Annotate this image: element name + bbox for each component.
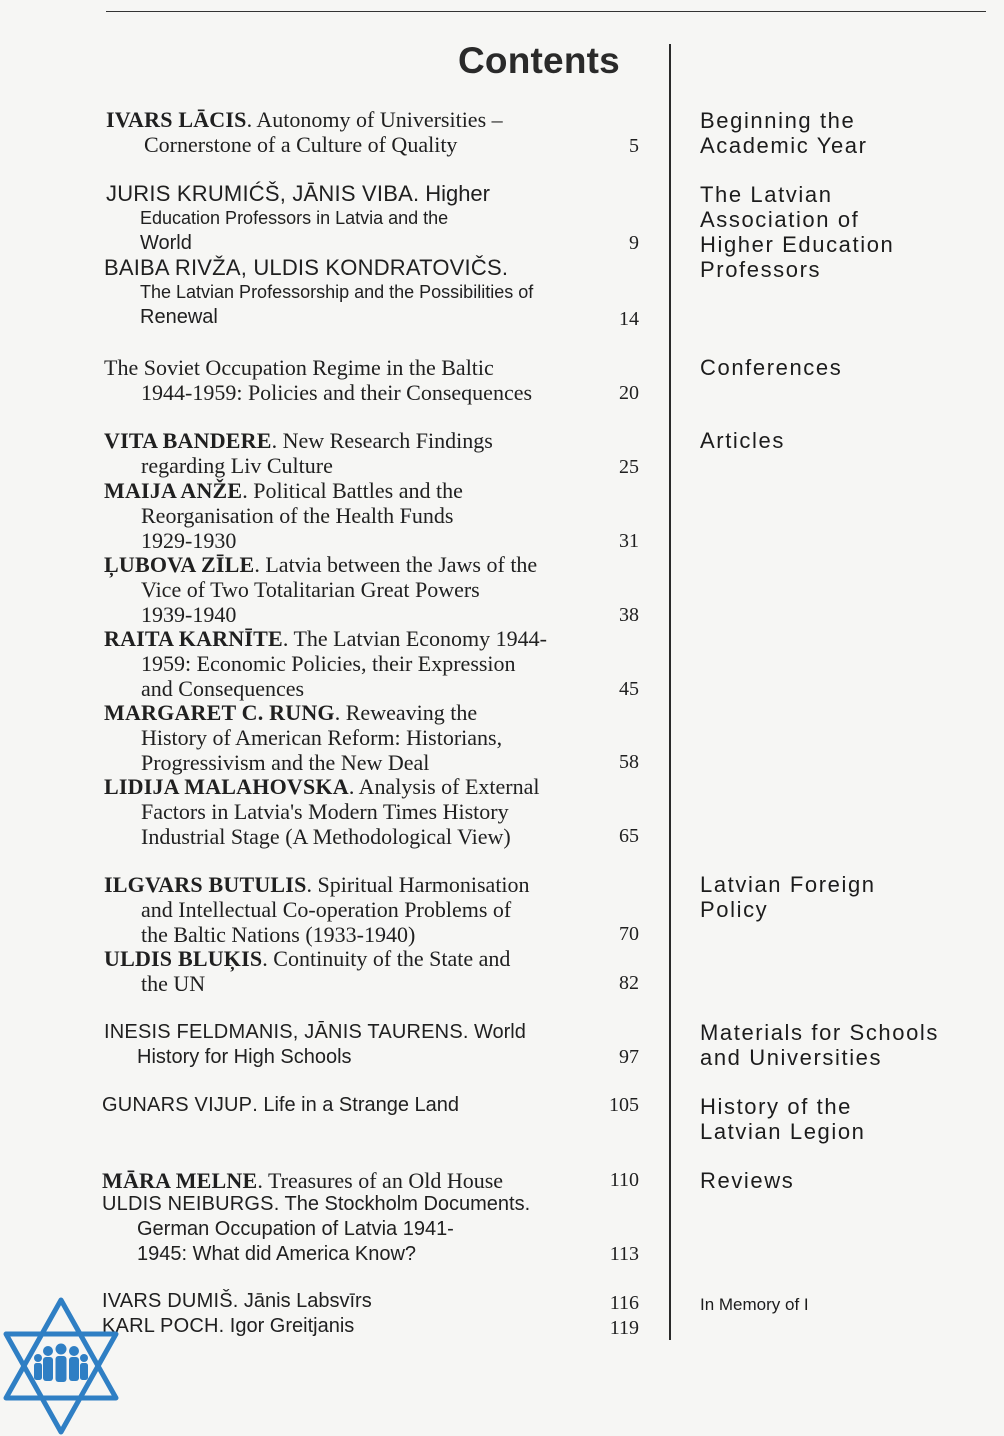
section-heading <box>700 1020 990 1070</box>
toc-entry-title: Latvia between the Jaws of the <box>265 552 538 577</box>
toc-entry-title: The Stockholm Documents. <box>284 1193 531 1215</box>
toc-entry-separator: . <box>334 700 346 725</box>
toc-entry-page-number: 113 <box>609 1243 639 1265</box>
toc-entry-title-line: History for High Schools <box>137 1046 352 1068</box>
toc-entry-first-line <box>102 1289 372 1314</box>
section-heading <box>700 1168 990 1193</box>
toc-entry-separator: . <box>282 626 294 651</box>
toc-entry-separator: . <box>254 552 266 577</box>
toc-entry-first-line <box>104 478 463 503</box>
section-heading-line: Reviews <box>700 1168 795 1193</box>
toc-entry-first-line <box>102 1192 530 1217</box>
toc-entry-author: INESIS FELDMANIS, JĀNIS TAURENS <box>104 1021 463 1043</box>
toc-entry-title: New Research Findings <box>282 428 493 453</box>
toc-entry-separator: . <box>462 1021 474 1043</box>
toc-entry-first-line <box>106 181 490 206</box>
toc-entry-title-line: Vice of Two Totalitarian Great Powers <box>141 577 480 602</box>
toc-entry-title: Reweaving the <box>345 700 478 725</box>
toc-entry-title-line: History of American Reform: Historians, <box>141 725 503 750</box>
toc-entry-page-number: 20 <box>619 382 639 404</box>
toc-entry-page-number: 45 <box>619 678 639 700</box>
toc-entry-author: BAIBA RIVŽA, ULDIS KONDRATOVIČS <box>104 255 502 280</box>
toc-entry-page-number: 31 <box>619 530 639 552</box>
toc-entry-first-line <box>104 872 530 897</box>
toc-entry-author: IVARS DUMIŠ <box>102 1290 233 1312</box>
section-heading-line: Conferences <box>700 355 843 380</box>
toc-entry-title-line: Industrial Stage (A Methodological View) <box>141 824 511 849</box>
toc-entry-first-line <box>102 1093 459 1118</box>
toc-entry-page-number: 5 <box>629 135 639 157</box>
toc-entry-author: MAIJA ANŽE <box>104 478 243 503</box>
toc-entry-first-line <box>104 1020 526 1045</box>
section-heading <box>700 428 990 453</box>
toc-entry-first-line <box>104 428 493 453</box>
toc-entry-first-line <box>104 774 539 799</box>
toc-entry-title: Autonomy of Universities – <box>256 107 503 132</box>
toc-entry-title-line: and Intellectual Co-operation Problems of <box>141 897 512 922</box>
toc-entry-title: Higher <box>425 181 490 206</box>
toc-entry-page-number: 110 <box>609 1169 639 1191</box>
toc-entry-author: LIDIJA MALAHOVSKA <box>104 774 349 799</box>
toc-entry-author: ILGVARS BUTULIS <box>104 872 307 897</box>
toc-entry-separator: . <box>262 946 274 971</box>
toc-entry-first-line <box>106 107 503 132</box>
toc-entry-title-line: 1944-1959: Policies and their Consequences <box>141 380 533 405</box>
toc-entry-title: Treasures of an Old House <box>268 1168 504 1193</box>
toc-entry-page-number: 70 <box>619 923 639 945</box>
toc-entry-title-line: World <box>140 232 192 254</box>
toc-entry-author: RAITA KARNĪTE <box>104 626 283 651</box>
toc-entry-separator: . <box>246 107 257 132</box>
toc-entry-title-line: regarding Liv Culture <box>141 453 333 478</box>
toc-entry-author: JURIS KRUMIĆŠ, JĀNIS VIBA <box>106 181 413 206</box>
toc-entry-separator: . <box>257 1168 268 1193</box>
toc-entry-separator: . <box>232 1290 244 1312</box>
toc-entry-separator: . <box>412 181 426 206</box>
toc-entry-title: Continuity of the State and <box>273 946 511 971</box>
toc-entry-title-line: Renewal <box>140 306 218 328</box>
section-heading <box>700 1292 990 1317</box>
section-heading-line: In Memory of I <box>700 1295 809 1314</box>
section-heading-line: Higher Education <box>700 232 895 257</box>
section-heading <box>700 355 990 380</box>
toc-entry-page-number: 65 <box>619 825 639 847</box>
section-heading <box>700 1094 990 1144</box>
section-heading-line: Latvian Legion <box>700 1119 866 1144</box>
section-heading-line: Policy <box>700 897 769 922</box>
toc-entry-page-number: 9 <box>629 232 639 254</box>
toc-entry-separator: . <box>271 428 283 453</box>
toc-entry-separator: . <box>348 774 359 799</box>
section-heading-line: History of the <box>700 1094 853 1119</box>
toc-entry-title-line: 1939-1940 <box>141 602 237 627</box>
toc-entry-title: Spiritual Harmonisation <box>317 872 530 897</box>
toc-entry-page-number: 25 <box>619 456 639 478</box>
section-heading-line: The Latvian <box>700 182 833 207</box>
toc-entry-title-line: 1929-1930 <box>141 528 237 553</box>
toc-entry-page-number: 82 <box>619 972 639 994</box>
section-heading <box>700 182 990 282</box>
section-heading-line: Articles <box>700 428 785 453</box>
toc-entry-page-number: 97 <box>619 1046 639 1068</box>
toc-entry-page-number: 58 <box>619 751 639 773</box>
toc-entry-first-line <box>104 626 547 651</box>
section-heading <box>700 872 990 922</box>
toc-entry-separator: . <box>218 1315 230 1337</box>
toc-entry-first-line: The Soviet Occupation Regime in the Baltic <box>104 355 494 380</box>
toc-entry-title-line: Reorganisation of the Health Funds <box>141 503 454 528</box>
toc-entry-separator: . <box>252 1094 264 1116</box>
toc-entry-title-line: Education Professors in Latvia and the <box>140 208 449 228</box>
toc-entry-separator: . <box>501 255 508 280</box>
toc-entry-title: World <box>474 1021 526 1043</box>
toc-entry-first-line <box>104 552 537 577</box>
toc-entry-first-line <box>104 255 508 280</box>
toc-entry-title-line: 1945: What did America Know? <box>137 1243 417 1265</box>
toc-entry-page-number: 105 <box>609 1094 639 1116</box>
toc-entry-author: ULDIS NEIBURGS <box>102 1193 274 1215</box>
toc-entry-title: Jānis Labsvīrs <box>243 1290 372 1312</box>
toc-entry-page-number: 38 <box>619 604 639 626</box>
section-heading-line: Association of <box>700 207 860 232</box>
toc-entry-page-number: 116 <box>609 1292 639 1314</box>
page-title: Contents <box>458 40 620 81</box>
toc-entry-title-line: Cornerstone of a Culture of Quality <box>144 132 458 157</box>
toc-entry-title-line: and Consequences <box>141 676 305 701</box>
toc-entry-author: VITA BANDERE <box>104 428 272 453</box>
section-heading-line: Latvian Foreign <box>700 872 876 897</box>
toc-entry-author: KARL POCH <box>102 1315 219 1337</box>
toc-entry-title-line: the Baltic Nations (1933-1940) <box>141 922 416 947</box>
toc-entry-title-line: the UN <box>141 971 206 996</box>
toc-entry-separator: . <box>306 872 318 897</box>
toc-entry-title: Life in a Strange Land <box>263 1094 460 1116</box>
toc-entry-title-line: 1959: Economic Policies, their Expression <box>141 651 516 676</box>
toc-entry-first-line <box>102 1314 354 1339</box>
toc-entry-title: Analysis of External <box>358 774 540 799</box>
section-heading <box>700 108 990 158</box>
toc-entry-author: ULDIS BLUĶIS <box>104 946 263 971</box>
toc-entry-title: Igor Greitjanis <box>229 1315 355 1337</box>
toc-entry-first-line <box>102 1168 503 1193</box>
toc-entry-title-line: Factors in Latvia's Modern Times History <box>141 799 509 824</box>
toc-entry-separator: . <box>273 1193 285 1215</box>
section-heading-line: and Universities <box>700 1045 883 1070</box>
toc-entry-title-line: The Latvian Professorship and the Possibilities of <box>140 282 534 302</box>
toc-entry-page-number: 119 <box>609 1317 639 1339</box>
toc-entry-title: Political Battles and the <box>253 478 463 503</box>
toc-entry-author: GUNARS VIJUP <box>102 1094 253 1116</box>
toc-entry-author: MĀRA MELNE <box>102 1168 258 1193</box>
toc-entry-author: MARGARET C. RUNG <box>104 700 335 725</box>
toc-entry-separator: . <box>242 478 254 503</box>
section-heading-line: Beginning the <box>700 108 856 133</box>
toc-entry-first-line <box>104 946 510 971</box>
section-heading-line: Materials for Schools <box>700 1020 940 1045</box>
toc-entry-first-line <box>104 700 477 725</box>
toc-entry-title: The Latvian Economy 1944- <box>293 626 547 651</box>
family-figures-icon <box>34 1344 88 1383</box>
toc-entry-author: ĻUBOVA ZĪLE <box>104 552 255 577</box>
star-of-david-family-logo <box>0 1296 122 1436</box>
toc-entry-author: IVARS LĀCIS <box>106 107 247 132</box>
section-heading-line: Professors <box>700 257 822 282</box>
toc-entry-page-number: 14 <box>619 308 639 330</box>
toc-entry-title-line: German Occupation of Latvia 1941- <box>137 1218 454 1240</box>
section-heading-line: Academic Year <box>700 133 868 158</box>
toc-entry-title-line: Progressivism and the New Deal <box>141 750 430 775</box>
